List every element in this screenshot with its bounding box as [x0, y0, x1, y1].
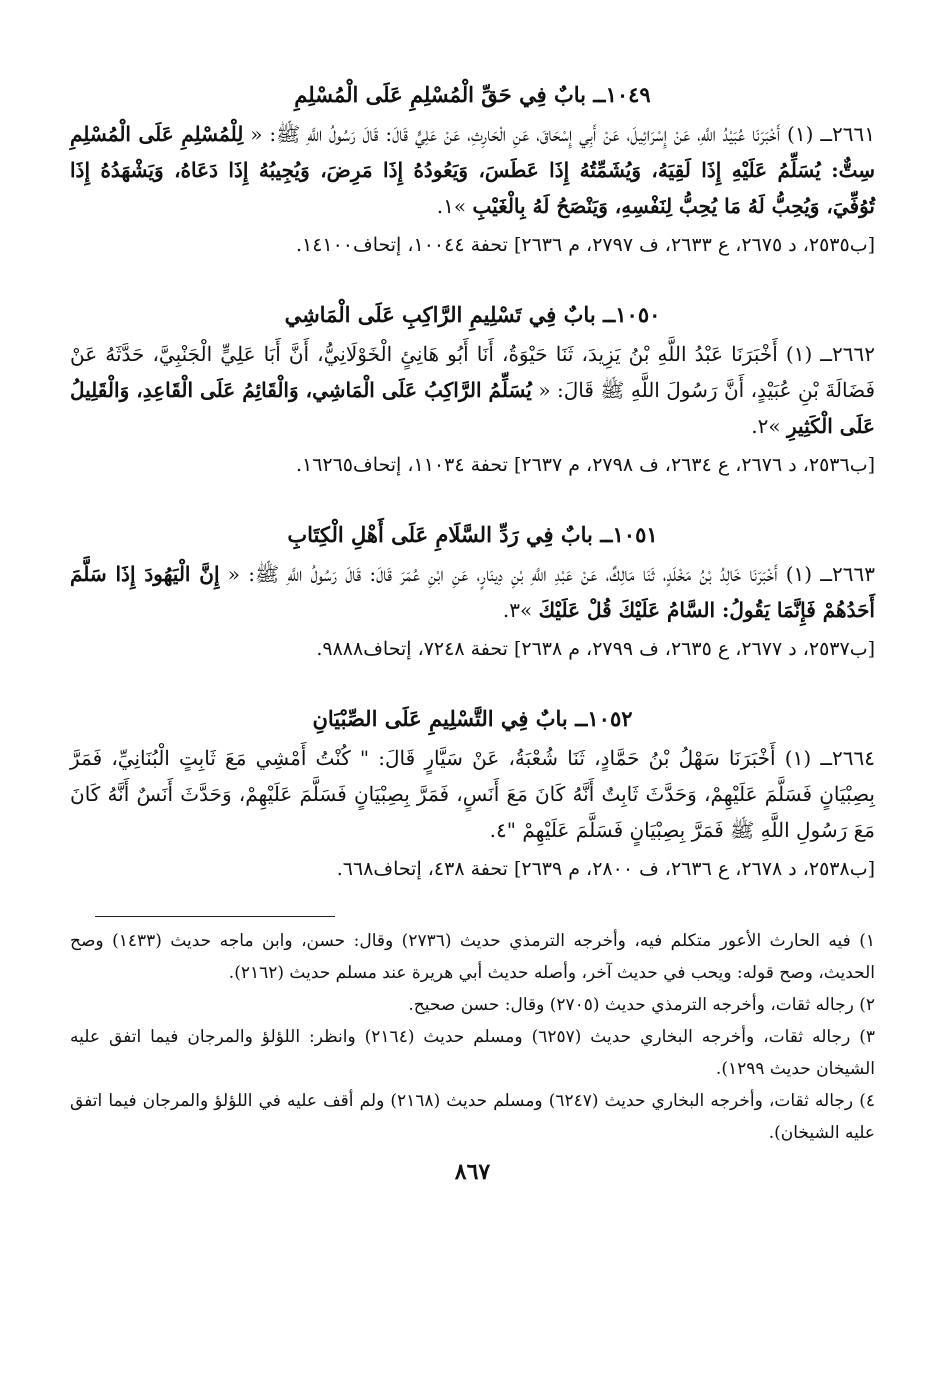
- hadith-isnad: أَخْبَرَنَا عُبَيْدُ اللَّهِ، عَنْ إِسْرَائِيلَ، عَنْ أَبِي إِسْحَاقَ، عَنِ الْحَارِثِ، عَنْ عَلِيٍّ قَالَ: قَالَ رَسُولُ اللَّهِ ﷺ: «: [250, 122, 781, 146]
- hadith-isnad: أَخْبَرَنَا عَبْدُ اللَّهِ بْنُ يَزِيدَ، ثَنَا حَيْوَةُ، أَنَا أَبُو هَانِئٍ الْخَوْلَانِيُّ، أَنَّ أَبَا عَلِيٍّ الْجَنْبِيَّ، حَدَّثَهُ عَنْ فَضَالَةَ بْنِ عُبَيْدٍ، أَنَّ رَسُولَ اللَّهِ ﷺ قَالَ: «: [70, 342, 876, 402]
- hadith-matn: لِلْمُسْلِمِ عَلَى الْمُسْلِمِ سِتٌّ: يُسَلِّمُ عَلَيْهِ إِذَا لَقِيَهُ، وَيُشَمِّتُهُ إِذَا عَطَسَ، وَيَعُودُهُ إِذَا مَرِضَ، وَيُجِيبُهُ إِذَا دَعَاهُ، وَيَشْهَدُهُ إِذَا تُوُفِّيَ، وَيُحِبُّ لَهُ مَا يُحِبُّ لِنَفْسِهِ، وَيَنْصَحُ لَهُ بِالْغَيْبِ: [70, 122, 875, 218]
- hadith-text: [70, 556, 875, 628]
- hadith-end: »٣.: [502, 598, 533, 622]
- chapter-section-1052: [70, 704, 875, 886]
- hadith-isnad: أَخْبَرَنَا سَهْلُ بْنُ حَمَّادٍ، ثَنَا شُعْبَةُ، عَنْ سَيَّارٍ قَالَ: " كُنْتُ أَمْشِي مَعَ ثَابِتٍ الْبُنَانِيِّ، فَمَرَّ بِصِبْيَانٍ فَسَلَّمَ عَلَيْهِمْ، وَحَدَّثَ ثَابِتٌ أَنَّهُ كَانَ مَعَ أَنَسٍ، فَمَرَّ بِصِبْيَانٍ فَسَلَّمَ عَلَيْهِمْ، وَحَدَّثَ أَنَسٌ أَنَّهُ كَانَ مَعَ رَسُولِ اللَّهِ ﷺ فَمَرَّ بِصِبْيَانٍ فَسَلَّمَ عَلَيْهِمْ "٤.: [70, 746, 875, 842]
- hadith-matn: يُسَلِّمُ الرَّاكِبُ عَلَى الْمَاشِي، وَالْقَائِمُ عَلَى الْقَاعِدِ، وَالْقَلِيلُ عَلَى الْكَثِيرِ: [70, 378, 875, 438]
- chapter-heading: ١٠٥٠ــ بابٌ فِي تَسْلِيمِ الرَّاكِبِ عَلَى الْمَاشِي: [284, 302, 661, 327]
- hadith-number: ٢٦٦٤ــ (١): [784, 746, 876, 770]
- footnote-1: ١) فيه الحارث الأعور متكلم فيه، وأخرجه الترمذي حديث (٢٧٣٦) وقال: حسن، وابن ماجه حديث (١٤٣٣) وصح الحديث، وصح قوله: ويحب في حديث آخر، وأصله حديث أبي هريرة عند مسلم حديث (٢١٦٢).: [70, 931, 875, 983]
- footnote-4: ٤) رجاله ثقات، وأخرجه البخاري حديث (٦٢٤٧) ومسلم حديث (٢١٦٨) ولم أقف عليه في اللؤلؤ والمرجان فيما اتفق عليه الشيخان).: [70, 1091, 875, 1143]
- page-number: ٨٦٧: [454, 1159, 491, 1185]
- footnote-2: ٢) رجاله ثقات، وأخرجه الترمذي حديث (٢٧٠٥) وقال: حسن صحيح.: [408, 995, 875, 1015]
- hadith-text: [70, 336, 875, 444]
- hadith-number: ٢٦٦٢ــ (١): [785, 342, 875, 366]
- chapter-heading: ١٠٤٩ــ بابٌ فِي حَقِّ الْمُسْلِمِ عَلَى الْمُسْلِمِ: [294, 82, 651, 107]
- hadith-number: ٢٦٦١ــ (١): [787, 122, 876, 146]
- hadith-references: [ب٢٥٣٥، د ٢٦٧٥، ع ٢٦٣٣، ف ٢٧٩٧، م ٢٦٣٦] تحفة ١٠٠٤٤، إتحاف١٤١٠٠.: [295, 234, 875, 256]
- hadith-number: ٢٦٦٣ــ (١): [785, 562, 875, 586]
- hadith-references: [ب٢٥٣٦، د ٢٦٧٦، ع ٢٦٣٤، ف ٢٧٩٨، م ٢٦٣٧] تحفة ١١٠٣٤، إتحاف١٦٢٦٥.: [295, 454, 875, 476]
- footnote-3: ٣) رجاله ثقات، وأخرجه البخاري حديث (٦٢٥٧) ومسلم حديث (٢١٦٤) وانظر: اللؤلؤ والمرجان فيما اتفق عليه الشيخان حديث ١٢٩٩).: [70, 1027, 875, 1079]
- page-body: [70, 80, 875, 1185]
- footnote-divider: [95, 916, 335, 917]
- hadith-matn: إِنَّ الْيَهُودَ إِذَا سَلَّمَ أَحَدُهُمْ فَإِنَّمَا يَقُولُ: السَّامُ عَلَيْكَ قُلْ عَلَيْكَ: [70, 562, 875, 622]
- hadith-isnad: أَخْبَرَنَا خَالِدُ بْنُ مَخْلَدٍ، ثَنَا مَالِكٌ، عَنْ عَبْدِ اللَّهِ بْنِ دِينَارٍ، عَنِ ابْنِ عُمَرَ قَالَ: قَالَ رَسُولُ اللَّهِ ﷺ: «: [227, 562, 778, 586]
- chapter-heading: ١٠٥١ــ بابٌ فِي رَدِّ السَّلَامِ عَلَى أَهْلِ الْكِتَابِ: [287, 522, 658, 547]
- chapter-heading: ١٠٥٢ــ بابٌ فِي التَّسْلِيمِ عَلَى الصِّبْيَانِ: [312, 706, 633, 731]
- footnotes: [70, 925, 875, 1149]
- hadith-references: [ب٢٥٣٨، د ٢٦٧٨، ع ٢٦٣٦، ف ٢٨٠٠، م ٢٦٣٩] تحفة ٤٣٨، إتحاف٦٦٨.: [336, 858, 875, 880]
- hadith-text: [70, 740, 875, 848]
- chapter-section-1049: [70, 80, 875, 262]
- hadith-end: »١.: [436, 194, 467, 218]
- hadith-references: [ب٢٥٣٧، د ٢٦٧٧، ع ٢٦٣٥، ف ٢٧٩٩، م ٢٦٣٨] تحفة ٧٢٤٨، إتحاف٩٨٨٨.: [316, 638, 875, 660]
- hadith-text: [70, 116, 875, 224]
- hadith-end: »٢.: [751, 414, 781, 438]
- chapter-section-1051: [70, 520, 875, 666]
- chapter-section-1050: [70, 300, 875, 482]
